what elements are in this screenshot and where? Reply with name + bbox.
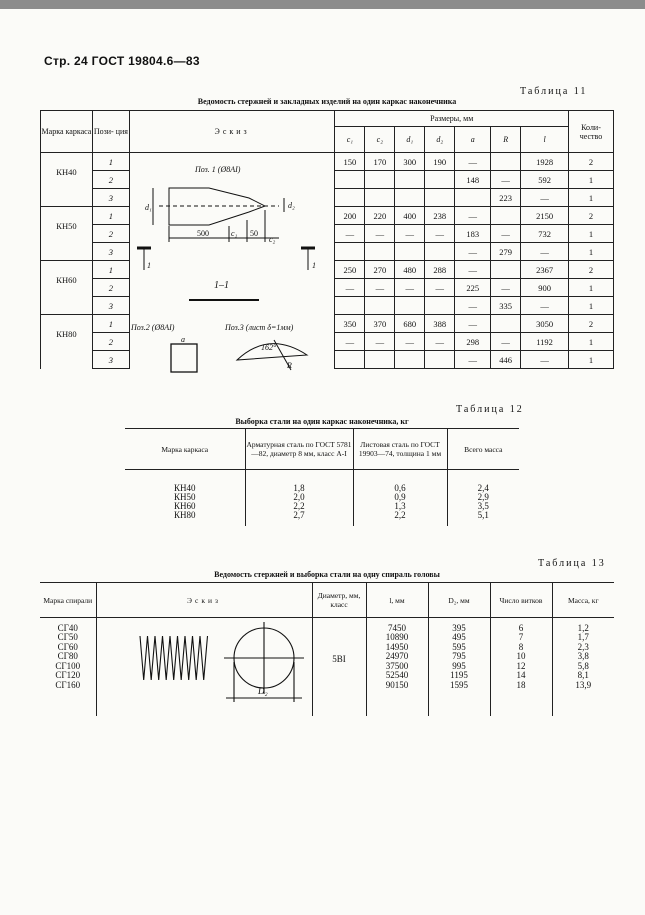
t13-cell: 2,3 <box>552 643 614 653</box>
t11-col-c2: c₂ <box>365 127 395 153</box>
t11-value-cell: — <box>455 243 491 261</box>
t12-cell: КН40 <box>173 482 196 493</box>
t13-cell: 12 <box>490 662 552 672</box>
t13-cell: 3,8 <box>552 652 614 662</box>
t13-header-sketch: Эскиз <box>96 583 312 618</box>
t11-value-cell: 1 <box>569 171 614 189</box>
t13-cell: 595 <box>428 643 490 653</box>
t11-value-cell: 190 <box>425 153 455 171</box>
lbl-sec2: 1 <box>312 261 316 270</box>
t11-value-cell <box>335 243 365 261</box>
t12-cell: КН50 <box>173 491 196 502</box>
t13-cell: 52540 <box>366 671 428 681</box>
t11-value-cell: 225 <box>455 279 491 297</box>
t11-value-cell <box>335 189 365 207</box>
t11-value-cell: 1 <box>569 243 614 261</box>
t13-cell: 6 <box>490 624 552 634</box>
top-edge-bar <box>0 0 645 9</box>
t13-cell: 1595 <box>428 681 490 691</box>
t11-value-cell: 300 <box>395 153 425 171</box>
t11-value-cell <box>365 189 395 207</box>
table13-title: Ведомость стержней и выборка стали на одну спираль головы <box>214 570 440 579</box>
t11-col-l: l <box>521 127 569 153</box>
t11-value-cell: 2367 <box>521 261 569 279</box>
t11-value-cell <box>365 351 395 369</box>
t11-mark-cell: КН60 <box>41 261 93 315</box>
t13-cell: 395 <box>428 624 490 634</box>
t11-value-cell: 680 <box>395 315 425 333</box>
t11-position-cell: 1 <box>92 261 129 279</box>
t11-value-cell <box>491 207 521 225</box>
t11-value-cell: 250 <box>335 261 365 279</box>
t12-cell: 0,6 <box>353 484 447 493</box>
table12-label: Таблица 12 <box>456 404 524 415</box>
t11-value-cell: — <box>395 279 425 297</box>
t11-position-cell: 2 <box>92 225 129 243</box>
t11-value-cell: 480 <box>395 261 425 279</box>
t12-header-cell: Арматурная сталь по ГОСТ 5781—82, диаметр 8 мм, класс А-I <box>245 429 353 470</box>
t11-value-cell <box>365 297 395 315</box>
t13-cell: 1,7 <box>552 633 614 643</box>
t11-value-cell: — <box>491 279 521 297</box>
t12-cell: 2,9 <box>447 493 519 502</box>
t11-value-cell: — <box>521 351 569 369</box>
table13-label: Таблица 13 <box>538 558 606 569</box>
spiral-coil <box>140 636 208 680</box>
table11-label: Таблица 11 <box>520 86 588 97</box>
t13-cell: 37500 <box>366 662 428 672</box>
lbl-c1: c₁ <box>231 229 238 238</box>
t12-cell: 2,2 <box>245 502 353 511</box>
t11-value-cell: 220 <box>365 207 395 225</box>
t11-value-cell: 732 <box>521 225 569 243</box>
t11-value-cell: — <box>425 225 455 243</box>
page-header: Стр. 24 ГОСТ 19804.6—83 <box>44 54 200 68</box>
t11-value-cell: — <box>491 171 521 189</box>
pos2-square <box>171 344 197 372</box>
t11-value-cell: 1 <box>569 297 614 315</box>
t11-header-position: Пози- ция <box>92 111 129 153</box>
t11-position-cell: 2 <box>92 279 129 297</box>
t11-position-cell: 1 <box>92 315 129 333</box>
t11-value-cell: 170 <box>365 153 395 171</box>
t11-header-count: Коли- чество <box>569 111 614 153</box>
t11-value-cell <box>491 153 521 171</box>
t13-cell: 14 <box>490 671 552 681</box>
t13-spiral-sketch <box>126 622 326 708</box>
t11-value-cell: 1 <box>569 333 614 351</box>
table12 <box>125 428 519 526</box>
t11-value-cell: 2 <box>569 153 614 171</box>
t11-value-cell <box>365 171 395 189</box>
t12-cell: КН80 <box>173 509 196 520</box>
t13-cell: 8,1 <box>552 671 614 681</box>
t11-value-cell: 223 <box>491 189 521 207</box>
t11-col-d2: d₂ <box>425 127 455 153</box>
t11-value-cell: 1192 <box>521 333 569 351</box>
t11-value-cell: — <box>335 333 365 351</box>
t13-mark-cell: СГ40 <box>57 622 78 633</box>
t11-value-cell <box>491 315 521 333</box>
t11-value-cell: 270 <box>365 261 395 279</box>
t11-position-cell: 2 <box>92 171 129 189</box>
table12-title: Выборка стали на один каркас наконечника, кг <box>235 417 409 426</box>
t11-value-cell <box>425 171 455 189</box>
t13-mark-cell: СГ80 <box>57 651 78 661</box>
t11-value-cell <box>395 297 425 315</box>
t11-value-cell: 400 <box>395 207 425 225</box>
t11-value-cell: — <box>491 333 521 351</box>
t11-value-cell: 2 <box>569 207 614 225</box>
t12-cell: 1,3 <box>353 502 447 511</box>
t11-col-a: a <box>455 127 491 153</box>
t12-cell: 5,1 <box>447 511 519 520</box>
t12-cell: 2,4 <box>447 484 519 493</box>
t11-value-cell: 183 <box>455 225 491 243</box>
t11-value-cell: — <box>455 315 491 333</box>
t11-value-cell: — <box>455 207 491 225</box>
lbl-section: 1–1 <box>214 280 229 291</box>
t11-value-cell: — <box>491 225 521 243</box>
table11-title: Ведомость стержней и закладных изделий на один каркас наконечника <box>197 97 457 106</box>
t11-value-cell: 200 <box>335 207 365 225</box>
lbl-R: R <box>287 361 292 370</box>
t13-cell: 10890 <box>366 633 428 643</box>
t13-cell: 7 <box>490 633 552 643</box>
t11-value-cell: 446 <box>491 351 521 369</box>
t12-header-cell: Листовая сталь по ГОСТ 19903—74, толщина 1 мм <box>353 429 447 470</box>
t12-cell: 2,7 <box>245 511 353 520</box>
t11-value-cell: — <box>365 279 395 297</box>
t11-value-cell: — <box>521 243 569 261</box>
t12-cell: 0,9 <box>353 493 447 502</box>
t11-position-cell: 2 <box>92 333 129 351</box>
t12-row <box>125 511 519 520</box>
t13-cell: 7450 <box>366 624 428 634</box>
lbl-d1: d₁ <box>145 203 152 212</box>
lbl-pos2: Поз.2 (Ø8АI) <box>131 323 175 332</box>
lbl-500: 500 <box>197 229 209 238</box>
t11-value-cell: — <box>335 279 365 297</box>
t13-mark-cell: СГ160 <box>55 679 81 690</box>
t11-value-cell <box>395 189 425 207</box>
t13-cell: 1,2 <box>552 624 614 634</box>
t11-value-cell: 388 <box>425 315 455 333</box>
t11-value-cell <box>425 243 455 261</box>
t13-cell: 1195 <box>428 671 490 681</box>
t11-value-cell <box>455 189 491 207</box>
t13-cell: 995 <box>428 662 490 672</box>
t11-position-cell: 3 <box>92 351 129 369</box>
t11-mark-cell: КН50 <box>41 207 93 261</box>
t11-value-cell: 350 <box>335 315 365 333</box>
t12-cell: 2,0 <box>245 493 353 502</box>
t11-value-cell: — <box>425 279 455 297</box>
lbl-d2: d₂ <box>288 201 295 210</box>
t11-value-cell: 2 <box>569 315 614 333</box>
t11-col-c1: c₁ <box>335 127 365 153</box>
t13-header-diameter: Диаметр, мм, класс <box>312 583 366 618</box>
t11-value-cell: 1 <box>569 225 614 243</box>
t11-header-mark: Марка каркаса <box>41 111 93 153</box>
t12-cell: 2,2 <box>353 511 447 520</box>
t11-value-cell: — <box>365 333 395 351</box>
t13-cell: 10 <box>490 652 552 662</box>
t12-cell: 1,8 <box>245 484 353 493</box>
t13-header-turns: Число витков <box>490 583 552 618</box>
t11-value-cell: — <box>521 189 569 207</box>
t11-value-cell: — <box>521 297 569 315</box>
t11-value-cell: — <box>335 225 365 243</box>
t11-value-cell <box>395 351 425 369</box>
t12-header-cell: Всего масса <box>447 429 519 470</box>
t11-col-d1: d₁ <box>395 127 425 153</box>
t11-col-R: R <box>491 127 521 153</box>
t13-mark-cell: СГ50 <box>57 632 78 642</box>
t11-value-cell: 2150 <box>521 207 569 225</box>
t13-cell: 90150 <box>366 681 428 691</box>
t13-mark-cell: СГ100 <box>55 660 81 671</box>
t11-value-cell: — <box>455 153 491 171</box>
t11-value-cell: 279 <box>491 243 521 261</box>
t11-value-cell: — <box>365 225 395 243</box>
t13-cell: 495 <box>428 633 490 643</box>
lbl-angle: 162° <box>261 343 277 352</box>
t11-position-cell: 1 <box>92 207 129 225</box>
t11-value-cell <box>395 171 425 189</box>
t11-header-sketch: Эскиз <box>129 111 335 153</box>
t11-value-cell <box>491 261 521 279</box>
t11-value-cell <box>425 189 455 207</box>
t11-position-cell: 3 <box>92 243 129 261</box>
t11-value-cell: 148 <box>455 171 491 189</box>
t11-value-cell: 2 <box>569 261 614 279</box>
t13-mark-cell: СГ60 <box>57 641 78 652</box>
t11-value-cell <box>335 171 365 189</box>
t11-value-cell: 3050 <box>521 315 569 333</box>
lbl-sec1: 1 <box>147 261 151 270</box>
t11-value-cell: — <box>395 225 425 243</box>
t13-header-l: l, мм <box>366 583 428 618</box>
lbl-c2: c₂ <box>269 235 276 244</box>
t11-value-cell: 370 <box>365 315 395 333</box>
t11-position-cell: 3 <box>92 297 129 315</box>
t11-value-cell: 1 <box>569 189 614 207</box>
t11-position-cell: 3 <box>92 189 129 207</box>
t12-cell: КН60 <box>173 500 196 511</box>
t13-cell: 8 <box>490 643 552 653</box>
t11-value-cell: — <box>395 333 425 351</box>
t13-cell: 24970 <box>366 652 428 662</box>
t11-value-cell: 288 <box>425 261 455 279</box>
t11-value-cell: — <box>425 333 455 351</box>
t11-value-cell <box>335 297 365 315</box>
t13-header-mass: Масса, кг <box>552 583 614 618</box>
t11-value-cell: 900 <box>521 279 569 297</box>
t11-value-cell: 238 <box>425 207 455 225</box>
t11-value-cell: — <box>455 297 491 315</box>
t13-diameter-class-cell: 5ВI <box>312 624 366 717</box>
lbl-pos3: Поз.3 (лист δ=1мм) <box>225 323 294 332</box>
t11-value-cell: 150 <box>335 153 365 171</box>
t11-value-cell <box>425 297 455 315</box>
t13-mark-cell: СГ120 <box>55 670 81 680</box>
lbl-pos1: Поз. 1 (Ø8АI) <box>195 165 241 174</box>
t13-header-D2: D₂, мм <box>428 583 490 618</box>
t11-mark-cell: КН40 <box>41 153 93 207</box>
t13-header-mark: Марка спирали <box>40 583 96 618</box>
t13-cell: 5,8 <box>552 662 614 672</box>
t11-sketch-drawing <box>129 160 334 382</box>
t11-value-cell: 335 <box>491 297 521 315</box>
t13-cell: 18 <box>490 681 552 691</box>
t11-value-cell <box>395 243 425 261</box>
t11-value-cell <box>425 351 455 369</box>
t11-mark-cell: КН80 <box>41 315 93 369</box>
t11-value-cell: 1 <box>569 279 614 297</box>
t11-value-cell: — <box>455 261 491 279</box>
t11-value-cell <box>335 351 365 369</box>
t11-value-cell: 1 <box>569 351 614 369</box>
t11-value-cell: 298 <box>455 333 491 351</box>
lbl-50: 50 <box>250 229 258 238</box>
lbl-D2: D₂ <box>258 686 268 696</box>
t13-cell: 13,9 <box>552 681 614 691</box>
t11-value-cell: 1928 <box>521 153 569 171</box>
t13-cell: 14950 <box>366 643 428 653</box>
t12-cell: 3,5 <box>447 502 519 511</box>
t11-header-sizes: Размеры, мм <box>335 111 569 127</box>
t12-header-cell: Марка каркаса <box>125 429 245 470</box>
t11-position-cell: 1 <box>92 153 129 171</box>
lbl-a: a <box>181 335 185 344</box>
t11-value-cell <box>365 243 395 261</box>
t11-value-cell: 592 <box>521 171 569 189</box>
t13-cell: 795 <box>428 652 490 662</box>
t11-value-cell: — <box>455 351 491 369</box>
